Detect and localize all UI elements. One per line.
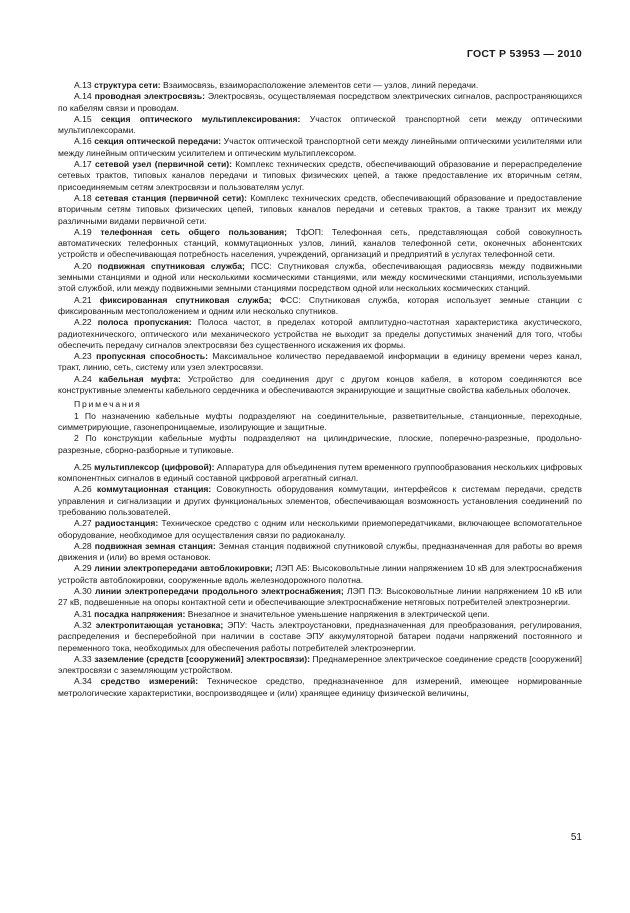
page-number: 51	[570, 832, 582, 843]
entry-definition: ФСС: Спутниковая служба, которая использует земные станции с фиксированным местоположением и одним или несколько спутников.	[58, 294, 582, 316]
entry-definition: Взаимосвязь, взаиморасположение элементов сети — узлов, линий передачи.	[160, 80, 479, 90]
definition-entry	[58, 563, 582, 586]
entry-definition: Аппаратура для объединения путем временного группообразования нескольких цифровых компонентных сигналов в единый составной цифровой агрегатный сигнал.	[58, 461, 582, 484]
document-body	[58, 80, 582, 699]
entry-term: секция оптического мультиплексирования:	[101, 113, 301, 124]
entry-definition: Участок оптической транспортной сети между линейными оптическими усилителями или между линейным оптическим усилителем и оптическим мультиплексором.	[58, 136, 582, 158]
standard-header: ГОСТ Р 53953 — 2010	[466, 48, 582, 60]
entry-definition: Комплекс технических средств, обеспечивающий образование и предоставление вторичным сетям типовых физических цепей, типовых каналов передачи и сетевых трактов, а также транзит их между различными видами первичной сети.	[58, 192, 582, 226]
entry-definition: Внезапное и значительное уменьшение напряжения в электрической цепи.	[185, 608, 490, 619]
entry-definition: Преднамеренное электрическое соединение средств [сооружений] электросвязи с заземляющим устройством.	[58, 653, 582, 676]
entry-term: полоса пропускания:	[97, 317, 192, 328]
entry-term: телефонная сеть общего пользования;	[100, 226, 288, 237]
entry-term: секция оптической передачи:	[94, 136, 222, 147]
entry-term: линии электропередачи продольного электроснабжения;	[94, 586, 344, 597]
entry-number: А.25	[74, 461, 92, 472]
definition-entry	[58, 586, 582, 609]
definition-entry	[58, 541, 582, 564]
definition-entry	[58, 317, 582, 351]
definition-entry	[58, 136, 582, 159]
entry-number: А.13	[74, 80, 92, 90]
definition-entry	[58, 295, 582, 318]
definition-entry	[58, 676, 582, 699]
definitions-list-1	[58, 80, 582, 396]
entry-number: А.32	[74, 619, 92, 630]
entry-number: А.18	[74, 192, 92, 203]
entry-definition: Устройство для соединения друг с другом концов кабеля, в котором соединяются все конструктивные элементы кабельного сердечника и обеспечиваются экранирующие и защитные свойства кабельных оболочек.	[58, 373, 583, 396]
entry-number: А.22	[74, 317, 92, 328]
entry-number: А.17	[74, 159, 92, 170]
entry-definition: ЛЭП АБ: Высоковольтные линии напряжением 10 кВ для электроснабжения устройств автоблокировки, сооруженные вдоль железнодорожного полотна.	[58, 563, 583, 585]
definition-entry	[58, 654, 582, 677]
entry-term: подвижная спутниковая служба;	[97, 260, 245, 271]
definition-entry	[58, 374, 582, 397]
entry-number: А.33	[74, 653, 92, 664]
entry-definition: Комплекс технических средств, обеспечивающий образование и перераспределение сетевых трактов, типовых каналов передачи и типовых физических цепей, а также предоставление их вторичным сетям, присоединяемым сетям электросвязи и пользователям услуг.	[58, 159, 582, 192]
definition-entry	[58, 261, 582, 295]
definition-entry	[58, 620, 582, 654]
entry-term: сетевой узел (первичной сети):	[94, 159, 233, 170]
definition-entry	[58, 484, 582, 518]
notes-block	[58, 399, 582, 455]
entry-definition: Техническое средство, предназначенное для измерений, имеющее нормированные метрологические характеристики, воспроизводящее и (или) хранящее единицу физической величины,	[58, 676, 582, 698]
definition-entry	[58, 518, 582, 541]
entry-term: кабельная муфта:	[98, 373, 181, 384]
entry-term: сетевая станция (первичной сети):	[95, 192, 247, 203]
entry-number: А.14	[74, 91, 92, 102]
entry-number: А.28	[74, 540, 92, 551]
entry-term: электропитающая установка;	[95, 619, 224, 630]
entry-definition: ЛЭП ПЭ: Высоковольтные линии напряжением 10 кВ или 27 кВ, подвешенные на опоры контактной сети и обеспечивающие электроснабжение нетяговых потребителей электроэнергии.	[58, 586, 582, 608]
entry-number: А.16	[74, 136, 92, 147]
entry-number: А.24	[74, 373, 92, 384]
entry-term: коммутационная станция:	[96, 484, 212, 495]
entry-term: структура сети:	[94, 80, 161, 90]
note-item: 2 По конструкции кабельные муфты подразделяют на цилиндрические, плоские, поперечно-разрезные, продольно-разрезные, сборно-разборные и тупиковые.	[58, 433, 582, 455]
definition-entry	[58, 159, 582, 193]
entry-definition: Электросвязь, осуществляемая посредством электрических сигналов, распространяющихся по кабелям связи и проводам.	[58, 91, 582, 113]
entry-number: А.30	[74, 586, 92, 597]
entry-term: пропускная способность:	[96, 351, 208, 362]
definition-entry	[58, 351, 582, 374]
entry-definition: Полоса частот, в пределах которой амплитудно-частотная характеристика акустического, радиотехнического, оптического или механического устройства не выходит за пределы допустимых значений для того, чтобы обеспечить передачу сигналов электросвязи без существенного искажения их формы.	[58, 317, 582, 350]
entry-number: А.27	[74, 518, 92, 529]
definition-entry	[58, 80, 582, 91]
entry-number: А.20	[74, 260, 92, 271]
entry-definition: Участок оптической транспортной сети между оптическими мультиплексорами.	[58, 113, 582, 136]
entry-definition: ТфОП: Телефонная сеть, представляющая собой совокупность автоматических телефонных станций, коммутационных узлов, линий, каналов телефонной сети, оконечных абонентских устройств и обеспечивающая потребность населения, учреждений, организаций и предприятий в услугах телефонной сети.	[58, 226, 582, 260]
entry-number: А.21	[74, 294, 92, 305]
entry-number: А.23	[74, 351, 92, 362]
notes-heading: Примечания	[74, 399, 142, 410]
definitions-list-2	[58, 462, 582, 699]
entry-term: линии электропередачи автоблокировки;	[94, 563, 273, 574]
entry-definition: ПСС: Спутниковая служба, обеспечивающая радиосвязь между подвижными земными станциями и одной или несколькими космическими станциями, или между космическими станциями, используемыми этой службой, или между подвижными земными станциями посредством одной или нескольких космических станций.	[58, 260, 582, 294]
entry-definition: Техническое средство с одним или несколькими приемопередатчиками, включающее вспомогательное оборудование, необходимое для осуществления связи по радиоканалу.	[58, 518, 583, 540]
entry-number: А.26	[74, 484, 92, 495]
entry-term: посадка напряжения:	[94, 608, 186, 619]
entry-number: А.19	[74, 226, 92, 237]
entry-number: А.31	[74, 608, 92, 619]
entry-term: подвижная земная станция:	[94, 540, 216, 551]
entry-term: заземление (средств [сооружений] электросвязи):	[94, 653, 311, 664]
note-item: 1 По назначению кабельные муфты подразделяют на соединительные, разветвительные, станционные, переходные, симметрирующие, газонепроницаемые, изолирующие и защитные.	[58, 410, 582, 432]
entry-term: проводная электросвязь:	[94, 91, 205, 102]
entry-number: А.34	[74, 676, 92, 687]
entry-definition: Максимальное количество передаваемой информации в единицу времени через канал, тракт, линию, сеть, систему или узел электросвязи.	[58, 351, 582, 373]
entry-number: А.29	[74, 563, 92, 574]
entry-term: мультиплексор (цифровой):	[94, 461, 215, 472]
entry-definition: ЭПУ: Часть электроустановки, предназначенная для преобразования, регулирования, распределения и бесперебойной при наличии в составе ЭПУ аккумуляторной батареи подачи напряжений постоянного и переменного тока, необходимых для обеспечения работы потребителей электроэнергии.	[58, 619, 583, 653]
definition-entry	[58, 114, 582, 137]
entry-term: фиксированная спутниковая служба;	[99, 294, 272, 305]
entry-number: А.15	[74, 113, 92, 124]
entry-term: средство измерений:	[100, 676, 199, 687]
definition-entry	[58, 462, 582, 485]
definition-entry	[58, 193, 582, 227]
entry-definition: Земная станция подвижной спутниковой службы, предназначенная для работы во время движения и (или) во время остановок.	[58, 540, 582, 563]
definition-entry	[58, 227, 582, 261]
entry-term: радиостанция:	[94, 518, 159, 529]
entry-definition: Совокупность оборудования коммутации, интерфейсов к системам передачи, средств управления и сигнализации и других функциональных элементов, обеспечивающая возможность установления соединений по требованию пользователей.	[58, 484, 582, 517]
definition-entry	[58, 91, 582, 114]
definition-entry	[58, 609, 582, 620]
